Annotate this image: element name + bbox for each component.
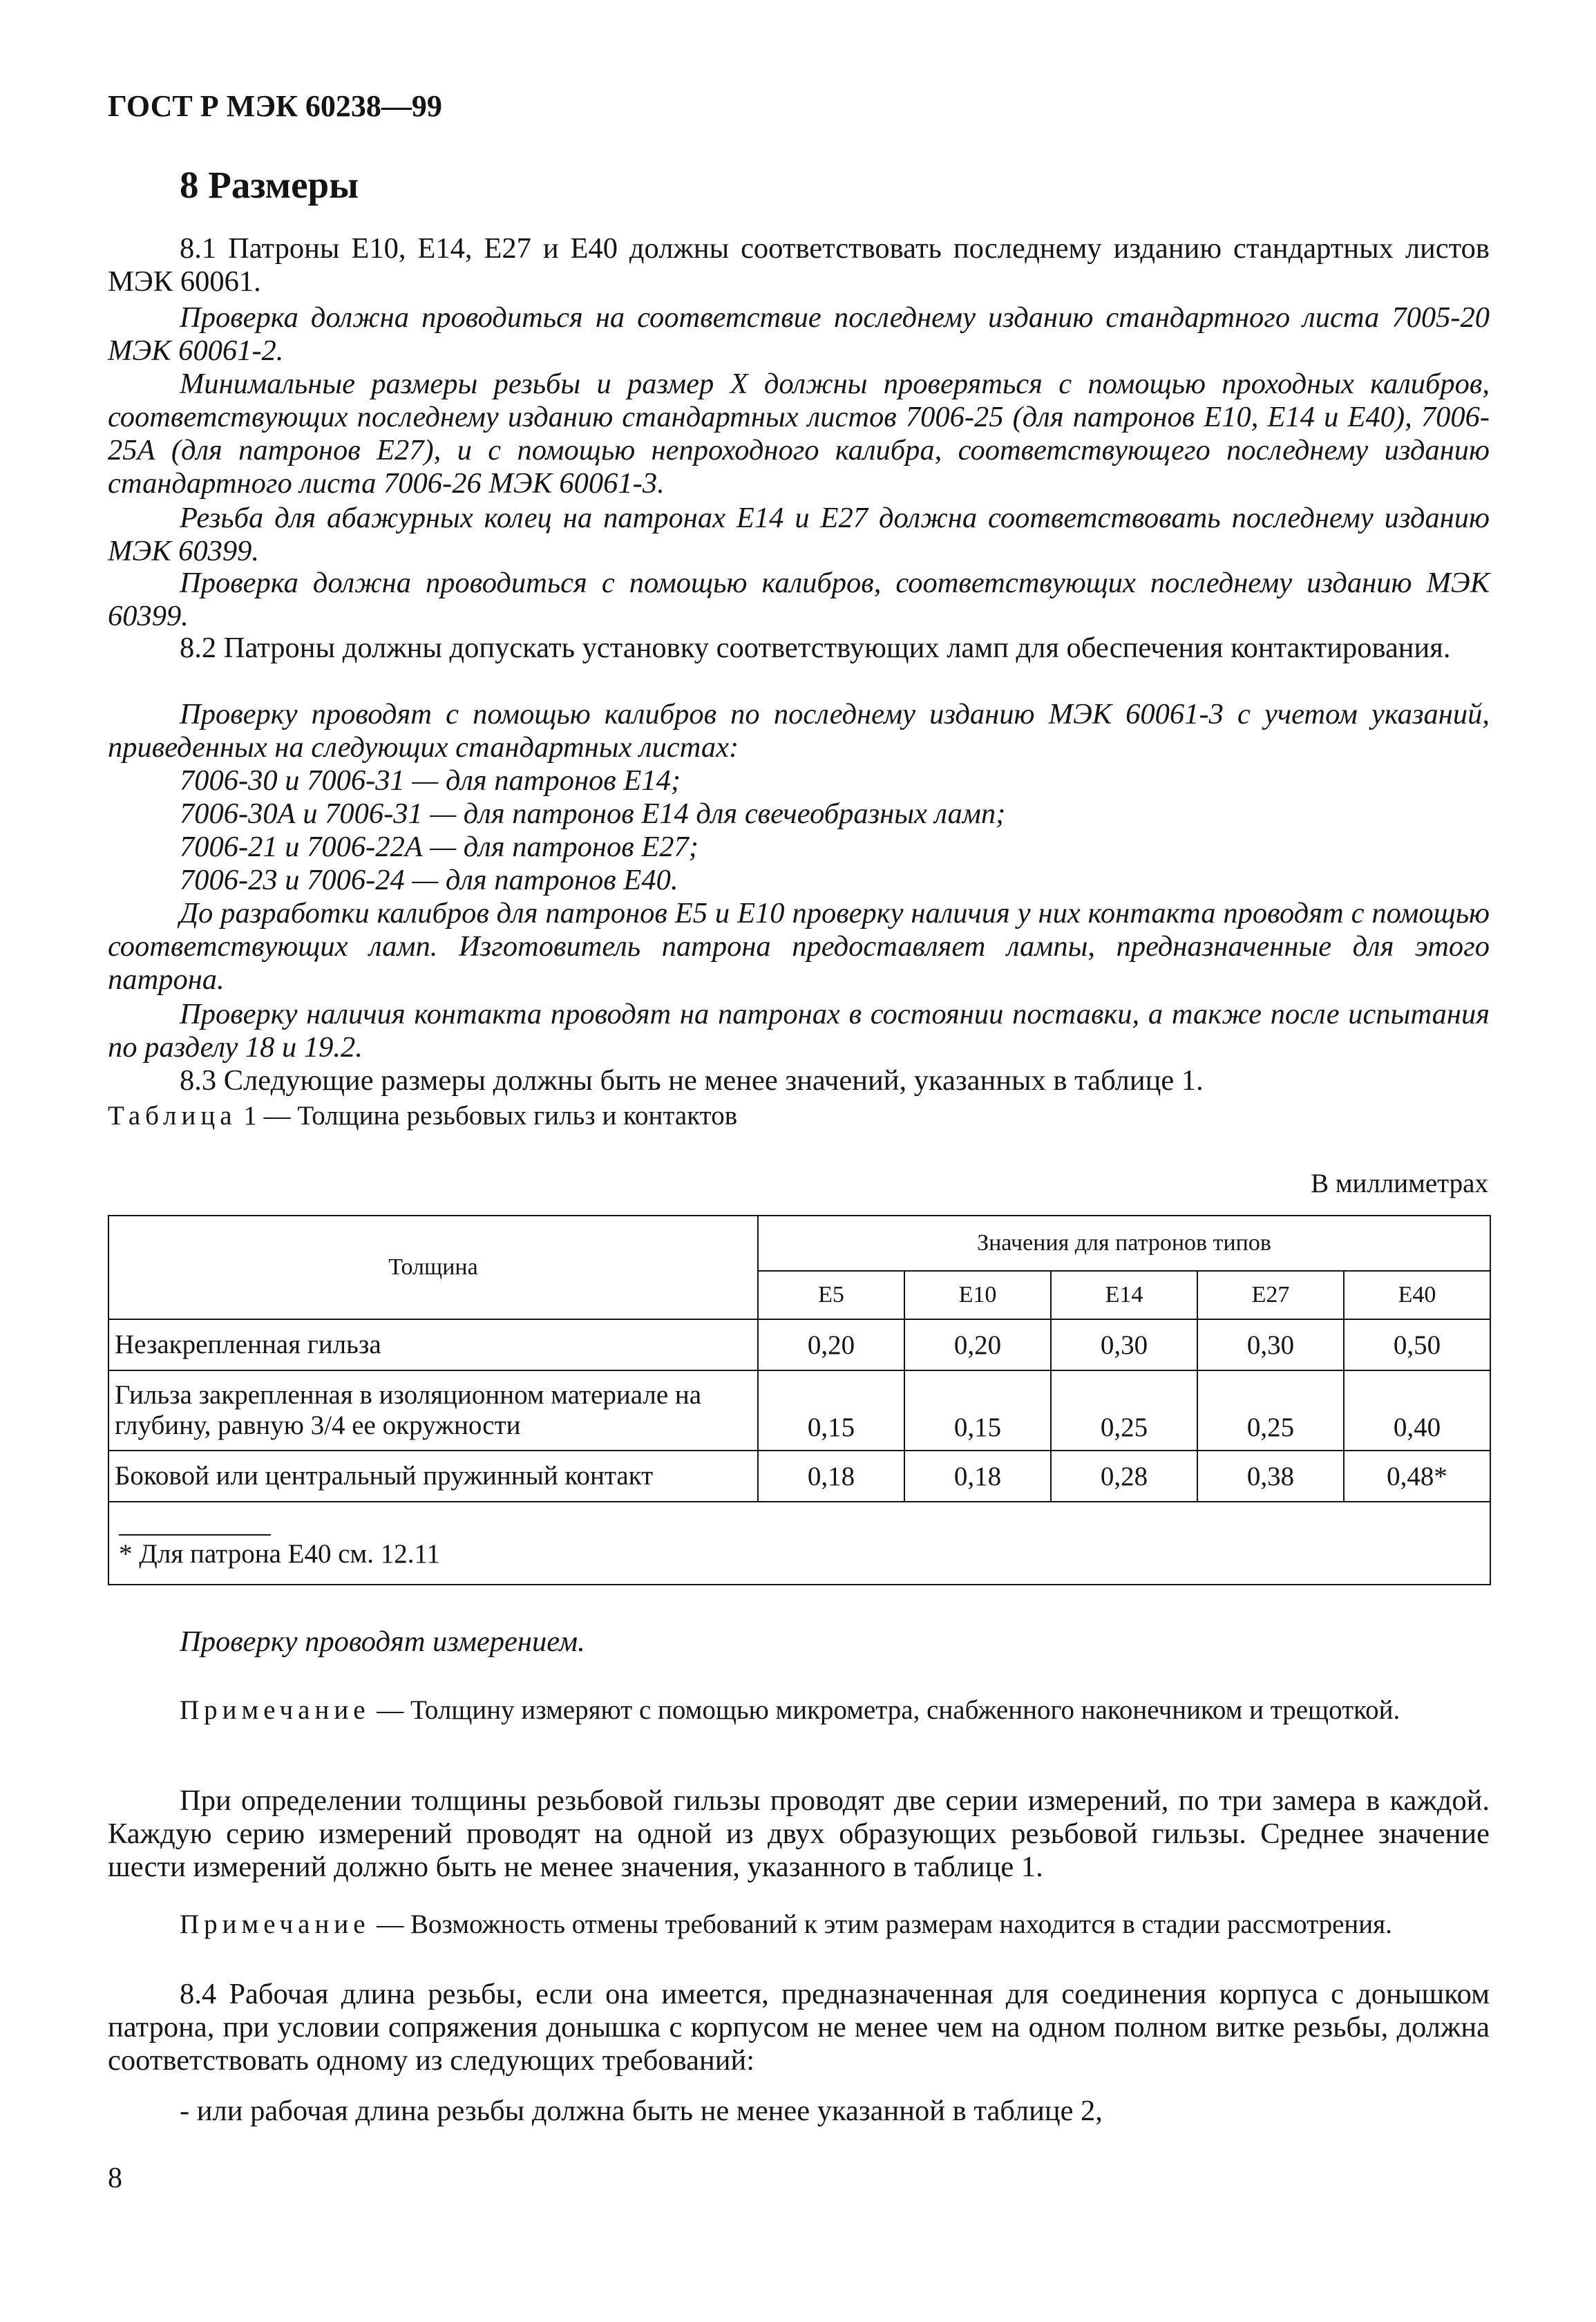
paragraph-8-3: 8.3 Следующие размеры должны быть не менее значений, указанных в таблице 1. (180, 1064, 1204, 1097)
paragraph-8-1: 8.1 Патроны Е10, Е14, Е27 и Е40 должны соответствовать последнему изданию стандартных листов МЭК 60061. (108, 232, 1490, 298)
requirement-list-item: - или рабочая длина резьбы должна быть не менее указанной в таблице 2, (180, 2095, 1103, 2127)
table-column-header: Толщина (108, 1216, 758, 1319)
min-dimensions-paragraph: Минимальные размеры резьбы и размер X должны проверяться с помощью проходных калибров, соответствующих последнему изданию стандартных листов 7006-25 (для патронов Е10, Е14 и Е40), 7006-25А (для патронов Е27), и с помощью непроходного калибра, соответствующего последнему изданию стандартного листа 7006-26 МЭК 60061-3. (108, 368, 1490, 500)
sheet-item: 7006-30 и 7006-31 — для патронов Е14; (180, 764, 681, 797)
footnote-rule (119, 1534, 271, 1536)
measure-check-paragraph: Проверку проводят измерением. (180, 1625, 585, 1658)
table-row (108, 1370, 1490, 1451)
note-2 (108, 1909, 1490, 1941)
section-title: 8 Размеры (180, 164, 359, 206)
sheet-item: 7006-30А и 7006-31 — для патронов Е14 для свечеобразных ламп; (180, 797, 1006, 830)
table-units: В миллиметрах (1311, 1169, 1488, 1198)
footnote-text: * Для патрона Е40 см. 12.11 (119, 1538, 440, 1569)
page-number: 8 (108, 2162, 122, 2194)
document-header: ГОСТ Р МЭК 60238—99 (108, 89, 442, 123)
sheet-item: 7006-23 и 7006-24 — для патронов Е40. (180, 864, 678, 896)
type-header: Е14 (1051, 1271, 1197, 1319)
check-paragraph-1: Проверка должна проводиться на соответствие последнему изданию стандартного листа 7005-20 МЭК 60061-2. (108, 301, 1490, 367)
thickness-method-paragraph: При определении толщины резьбовой гильзы проводят две серии измерений, по три замера в каждой. Каждую серию измерений проводят на одной из двух образующих резьбовой гильзы. Среднее значение шести измерений должно быть не менее значения, указанного в таблице 1. (108, 1784, 1490, 1883)
table-caption (108, 1100, 737, 1131)
paragraph-8-4: 8.4 Рабочая длина резьбы, если она имеется, предназначенная для соединения корпуса с донышком патрона, при условии сопряжения донышка с корпусом не менее чем на одном полном витке резьбы, должна соответствовать одному из следующих требований: (108, 1978, 1490, 2077)
note-label: Примечание (180, 1695, 370, 1725)
table-cell: 0,15 (758, 1370, 904, 1451)
check-paragraph-2: Проверка должна проводиться с помощью калибров, соответствующих последнему изданию МЭК 60399. (108, 567, 1490, 632)
table-cell: 0,30 (1197, 1319, 1344, 1370)
note-text: — Толщину измеряют с помощью микрометра, снабженного наконечником и трещоткой. (370, 1695, 1400, 1725)
e5-e10-paragraph: До разработки калибров для патронов Е5 и Е10 проверку наличия у них контакта проводят с помощью соответствующих ламп. Изготовитель патрона предоставляет лампы, предназначенные для этого патрона. (108, 897, 1490, 996)
table-cell: 0,28 (1051, 1451, 1197, 1502)
paragraph-8-2: 8.2 Патроны должны допускать установку соответствующих ламп для обеспечения контактирования. (180, 632, 1451, 664)
thickness-table (108, 1215, 1491, 1585)
table-cell: 0,25 (1197, 1370, 1344, 1451)
table-cell: 0,20 (904, 1319, 1051, 1370)
check-paragraph-3: Проверку проводят с помощью калибров по последнему изданию МЭК 60061-3 с учетом указаний, приведенных на следующих стандартных листах: (108, 698, 1490, 764)
table-footnote (108, 1502, 1490, 1585)
contact-check-paragraph: Проверку наличия контакта проводят на патронах в состоянии поставки, а также после испытания по разделу 18 и 19.2. (108, 998, 1490, 1064)
row-name: Гильза закрепленная в изоляционном материале на глубину, равную 3/4 ее окружности (108, 1370, 758, 1451)
table-cell: 0,30 (1051, 1319, 1197, 1370)
row-name: Боковой или центральный пружинный контакт (108, 1451, 758, 1502)
type-header: Е5 (758, 1271, 904, 1319)
table-cell: 0,50 (1344, 1319, 1490, 1370)
type-header: Е40 (1344, 1271, 1490, 1319)
table-cell: 0,18 (758, 1451, 904, 1502)
table-caption-label: Таблица (108, 1101, 237, 1131)
standard-sheets-list (180, 764, 1423, 897)
table-cell: 0,40 (1344, 1370, 1490, 1451)
shade-thread-paragraph: Резьба для абажурных колец на патронах Е14 и Е27 должна соответствовать последнему изданию МЭК 60399. (108, 502, 1490, 567)
note-1 (108, 1695, 1490, 1726)
table-cell: 0,38 (1197, 1451, 1344, 1502)
table-row (108, 1451, 1490, 1502)
note-text: — Возможность отмены требований к этим размерам находится в стадии рассмотрения. (370, 1909, 1392, 1939)
row-name: Незакрепленная гильза (108, 1319, 758, 1370)
table-group-header: Значения для патронов типов (758, 1216, 1490, 1271)
type-header: Е10 (904, 1271, 1051, 1319)
table-cell: 0,20 (758, 1319, 904, 1370)
note-label: Примечание (180, 1909, 370, 1939)
table-cell: 0,18 (904, 1451, 1051, 1502)
sheet-item: 7006-21 и 7006-22А — для патронов Е27; (180, 831, 699, 863)
table-row (108, 1319, 1490, 1370)
table-cell: 0,25 (1051, 1370, 1197, 1451)
table-cell: 0,15 (904, 1370, 1051, 1451)
type-header: Е27 (1197, 1271, 1344, 1319)
table-caption-title: 1 — Толщина резьбовых гильз и контактов (236, 1101, 738, 1131)
table-cell: 0,48* (1344, 1451, 1490, 1502)
